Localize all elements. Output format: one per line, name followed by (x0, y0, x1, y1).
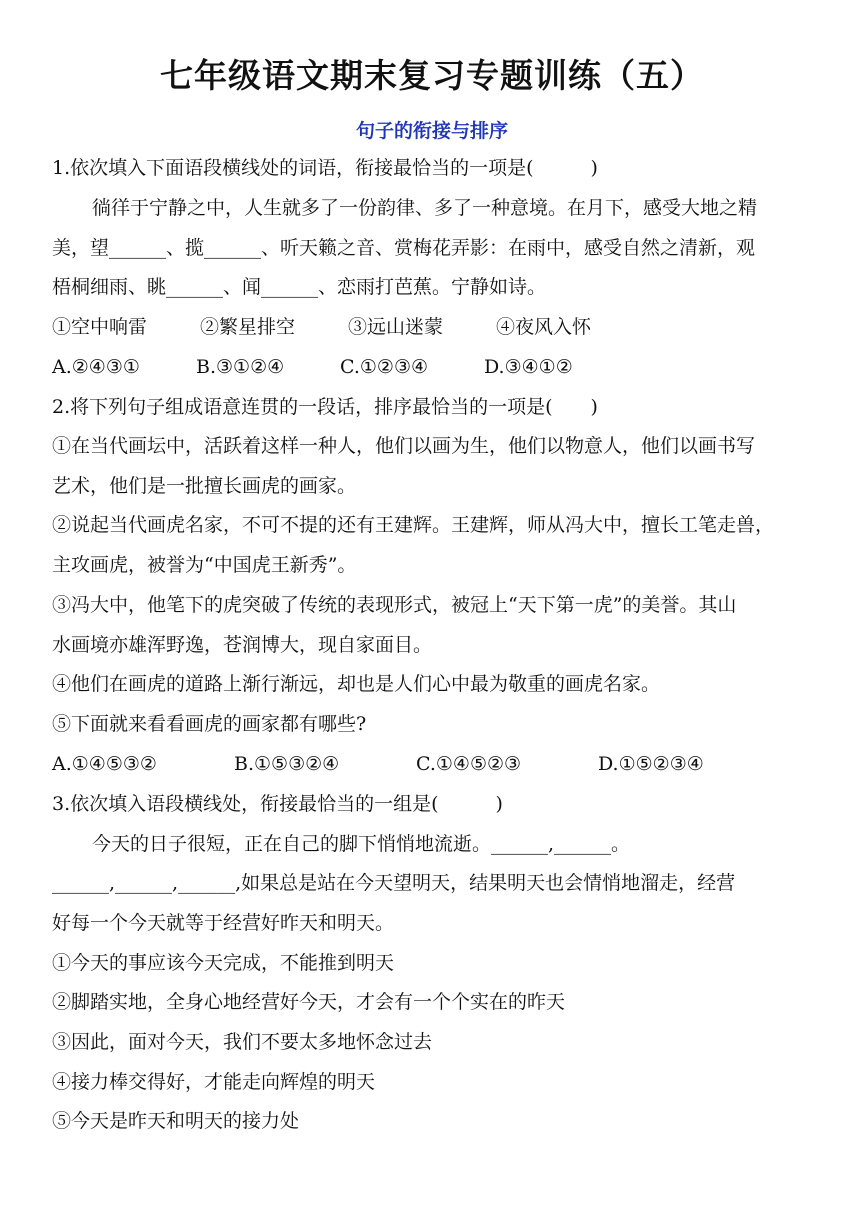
q1-choices (52, 354, 573, 380)
q3-passage-line: ______,______,______,如果总是站在今天望明天，结果明天也会情悄地溜走，经营 (52, 872, 736, 894)
q1-passage-line: 徜徉于宁静之中，人生就多了一份韵律、多了一种意境。在月下，感受大地之精 (92, 197, 758, 219)
section-subtitle: 句子的衔接与排序 (355, 120, 508, 142)
q3-passage-line: 今天的日子很短，正在自己的脚下悄悄地流逝。______,______。 (92, 833, 631, 855)
q1-option: ④夜风入怀 (496, 316, 592, 338)
q2-choice: A.①④⑤③② (52, 753, 157, 775)
q2-sentence-line: 主攻画虎，被誉为“中国虎王新秀”。 (52, 554, 357, 576)
q2-sentence-line: 艺术，他们是一批擅长画虎的画家。 (52, 475, 357, 497)
q3-sentence: ②脚踏实地，全身心地经营好今天，才会有一个个实在的昨天 (52, 991, 566, 1013)
q1-option: ③远山迷蒙 (348, 316, 444, 338)
q1-choice: C.①②③④ (340, 356, 429, 378)
q2-choices (52, 751, 704, 777)
q1-choice: D.③④①② (484, 356, 573, 378)
q3-sentence: ①今天的事应该今天完成，不能推到明天 (52, 952, 395, 974)
q2-stem: 2.将下列句子组成语意连贯的一段话，排序最恰当的一项是( ) (52, 396, 598, 418)
q1-choice: A.②④③① (52, 356, 140, 378)
q2-sentence-line: 水画境亦雄浑野逸，苍润博大，现自家面目。 (52, 634, 433, 656)
q1-choice: B.③①②④ (196, 356, 285, 378)
q1-stem: 1.依次填入下面语段横线处的词语，衔接最恰当的一项是( ) (52, 157, 598, 179)
q2-sentence-line: ④他们在画虎的道路上渐行渐远，却也是人们心中最为敬重的画虎名家。 (52, 673, 661, 695)
q2-choice: B.①⑤③②④ (234, 753, 340, 775)
q1-options (52, 314, 591, 340)
q3-passage-line: 好每一个今天就等于经营好昨天和明天。 (52, 912, 395, 934)
q1-option: ②繁星排空 (200, 316, 296, 338)
q3-stem: 3.依次填入语段横线处，衔接最恰当的一组是( ) (52, 793, 503, 815)
q2-choice: D.①⑤②③④ (598, 753, 704, 775)
q3-sentence: ④接力棒交得好，才能走向辉煌的明天 (52, 1071, 376, 1093)
q3-sentence: ③因此，面对今天，我们不要太多地怀念过去 (52, 1031, 433, 1053)
q1-option: ①空中响雷 (52, 316, 148, 338)
page-title: 七年级语文期末复习专题训练（五） (160, 56, 704, 95)
q2-sentence-line: ①在当代画坛中，活跃着这样一种人，他们以画为生，他们以物意人，他们以画书写 (52, 435, 756, 457)
q3-sentence: ⑤今天是昨天和明天的接力处 (52, 1110, 300, 1132)
q1-passage-line: 梧桐细雨、眺______、闻______、恋雨打芭蕉。宁静如诗。 (52, 276, 547, 298)
q2-sentence-line: ⑤下面就来看看画虎的画家都有哪些? (52, 713, 367, 735)
q1-passage-line: 美，望______、揽______、听天籁之音、赏梅花弄影：在雨中，感受自然之清新，观 (52, 237, 756, 259)
q2-choice: C.①④⑤②③ (416, 753, 522, 775)
q2-sentence-line: ②说起当代画虎名家，不可不提的还有王建辉。王建辉，师从冯大中，擅长工笔走兽， (52, 514, 775, 536)
q2-sentence-line: ③冯大中，他笔下的虎突破了传统的表现形式，被冠上“天下第一虎”的美誉。其山 (52, 594, 737, 616)
